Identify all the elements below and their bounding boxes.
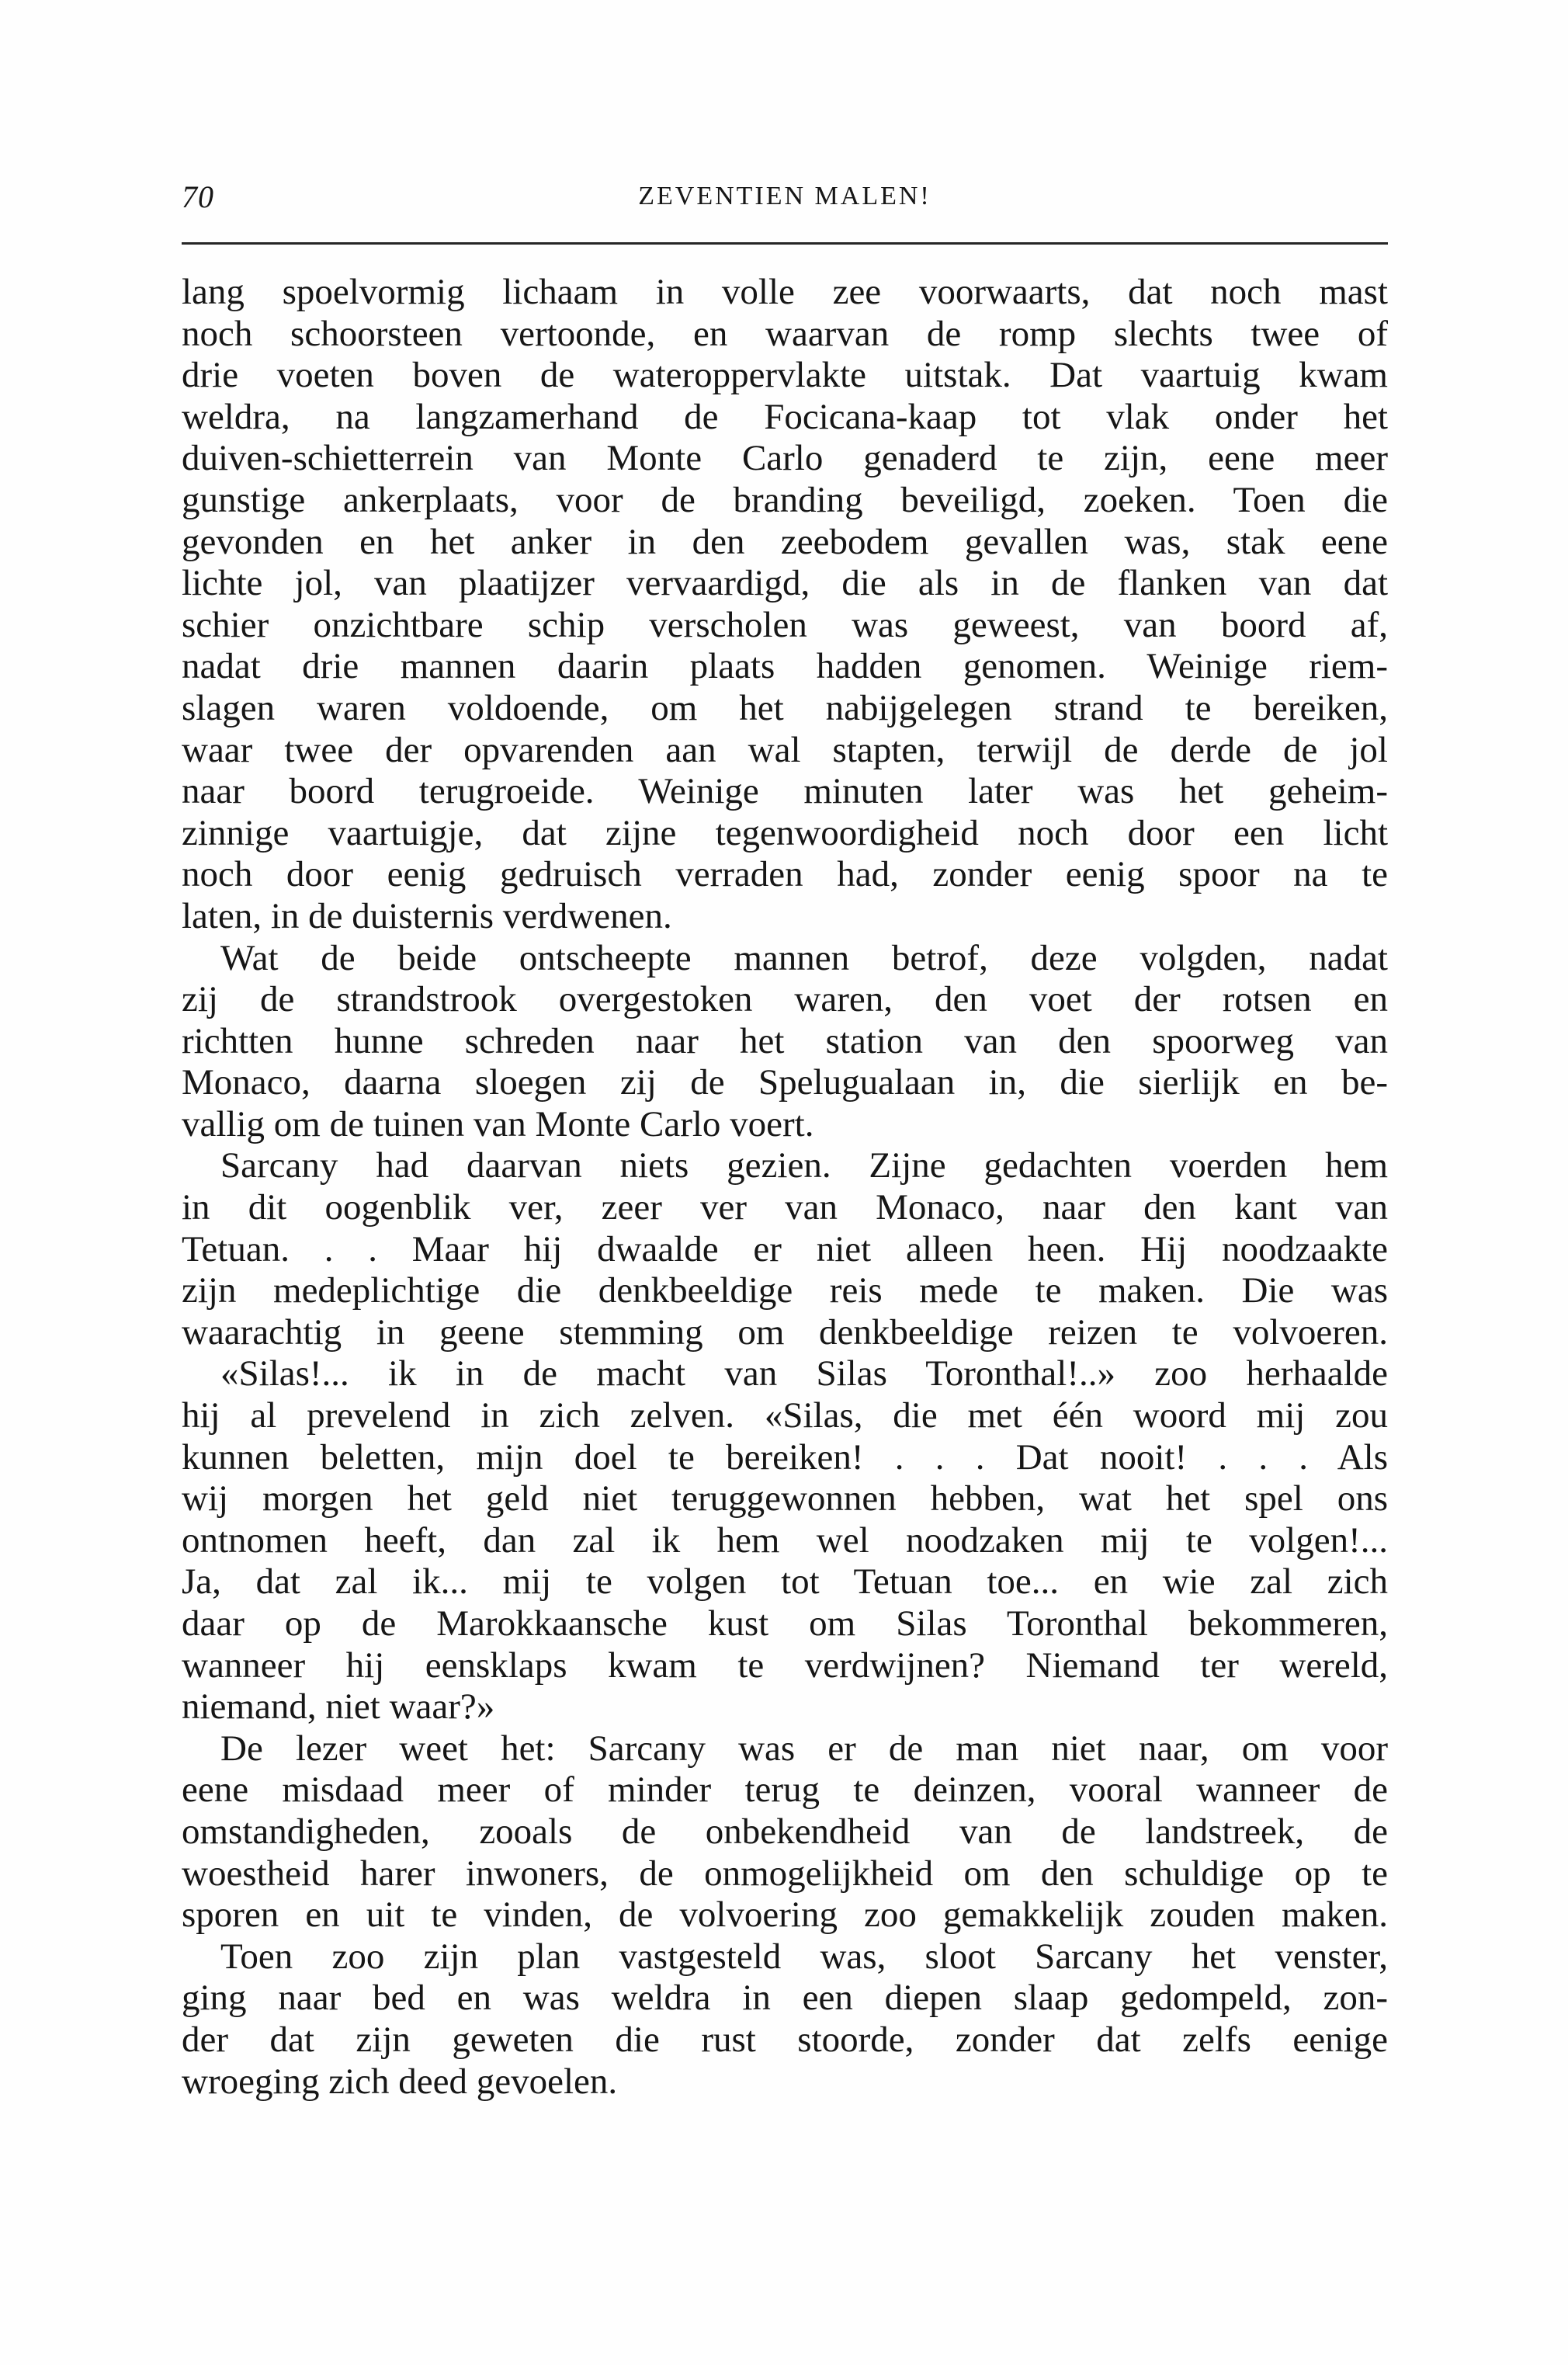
text-line: waar twee der opvarenden aan wal stapten, terwijl de derde de jol bbox=[182, 729, 1388, 770]
text-line: drie voeten boven de wateroppervlakte uitstak. Dat vaartuig kwam bbox=[182, 355, 1388, 396]
text-line: in dit oogenblik ver, zeer ver van Monaco, naar den kant van bbox=[182, 1187, 1388, 1228]
text-line: hij al prevelend in zich zelven. «Silas, die met één woord mij zou bbox=[182, 1395, 1388, 1436]
text-line: ontnomen heeft, dan zal ik hem wel noodzaken mij te volgen!... bbox=[182, 1519, 1388, 1561]
text-line: nadat drie mannen daarin plaats hadden genomen. Weinige riem- bbox=[182, 646, 1388, 687]
text-line: noch door eenig gedruisch verraden had, zonder eenig spoor na te bbox=[182, 854, 1388, 895]
text-line: «Silas!... ik in de macht van Silas Toronthal!..» zoo herhaalde bbox=[220, 1353, 1388, 1394]
text-line: schier onzichtbare schip verscholen was geweest, van boord af, bbox=[182, 604, 1388, 645]
text-line: lichte jol, van plaatijzer vervaardigd, die als in de flanken van dat bbox=[182, 563, 1388, 604]
text-line: gunstige ankerplaats, voor de branding beveiligd, zoeken. Toen die bbox=[182, 479, 1388, 520]
text-line: niemand, niet waar?» bbox=[182, 1686, 495, 1728]
text-line: Ja, dat zal ik... mij te volgen tot Tetuan toe... en wie zal zich bbox=[182, 1561, 1388, 1603]
body-text bbox=[182, 272, 1388, 2103]
text-line: vallig om de tuinen van Monte Carlo voert. bbox=[182, 1103, 814, 1144]
page-header bbox=[182, 175, 1388, 222]
text-line: noch schoorsteen vertoonde, en waarvan de romp slechts twee of bbox=[182, 313, 1388, 354]
page-number: 70 bbox=[182, 179, 214, 214]
text-line: der dat zijn geweten die rust stoorde, zonder dat zelfs eenige bbox=[182, 2019, 1388, 2060]
text-line: waarachtig in geene stemming om denkbeeldige reizen te volvoeren. bbox=[182, 1311, 1388, 1353]
text-line: naar boord terugroeide. Weinige minuten later was het geheim- bbox=[182, 771, 1388, 812]
text-line: Tetuan. . . Maar hij dwaalde er niet alleen heen. Hij noodzaakte bbox=[182, 1228, 1388, 1269]
header-rule bbox=[182, 242, 1388, 245]
text-line: omstandigheden, zooals de onbekendheid van de landstreek, de bbox=[182, 1811, 1388, 1852]
text-line: kunnen beletten, mijn doel te bereiken! . . . Dat nooit! . . . Als bbox=[182, 1436, 1388, 1478]
text-line: wroeging zich deed gevoelen. bbox=[182, 2061, 618, 2102]
text-line: duiven-schietterrein van Monte Carlo genaderd te zijn, eene meer bbox=[182, 438, 1388, 479]
text-line: gevonden en het anker in den zeebodem gevallen was, stak eene bbox=[182, 521, 1388, 562]
text-line: zij de strandstrook overgestoken waren, den voet der rotsen en bbox=[182, 979, 1388, 1020]
text-line: wij morgen het geld niet teruggewonnen hebben, wat het spel ons bbox=[182, 1478, 1388, 1519]
text-line: wanneer hij eensklaps kwam te verdwijnen? Niemand ter wereld, bbox=[182, 1644, 1388, 1686]
text-line: Toen zoo zijn plan vastgesteld was, sloot Sarcany het venster, bbox=[220, 1936, 1388, 1977]
text-line: sporen en uit te vinden, de volvoering zoo gemakkelijk zouden maken. bbox=[182, 1894, 1388, 1936]
text-line: slagen waren voldoende, om het nabijgelegen strand te bereiken, bbox=[182, 687, 1388, 728]
text-line: woestheid harer inwoners, de onmogelijkheid om den schuldige op te bbox=[182, 1853, 1388, 1894]
running-title: ZEVENTIEN MALEN! bbox=[638, 182, 931, 210]
text-line: richtten hunne schreden naar het station van den spoorweg van bbox=[182, 1020, 1388, 1061]
text-line: zinnige vaartuigje, dat zijne tegenwoordigheid noch door een licht bbox=[182, 812, 1388, 853]
text-line: Wat de beide ontscheepte mannen betrof, deze volgden, nadat bbox=[220, 937, 1388, 978]
text-line: ging naar bed en was weldra in een diepen slaap gedompeld, zon- bbox=[182, 1978, 1388, 2019]
text-line: De lezer weet het: Sarcany was er de man niet naar, om voor bbox=[220, 1728, 1388, 1769]
text-line: zijn medeplichtige die denkbeeldige reis mede te maken. Die was bbox=[182, 1270, 1388, 1311]
text-line: lang spoelvormig lichaam in volle zee voorwaarts, dat noch mast bbox=[182, 272, 1388, 312]
text-line: weldra, na langzamerhand de Focicana-kaap tot vlak onder het bbox=[182, 396, 1388, 437]
text-line: Sarcany had daarvan niets gezien. Zijne gedachten voerden hem bbox=[220, 1145, 1388, 1186]
text-line: daar op de Marokkaansche kust om Silas Toronthal bekommeren, bbox=[182, 1603, 1388, 1644]
text-line: eene misdaad meer of minder terug te deinzen, vooral wanneer de bbox=[182, 1769, 1388, 1811]
text-line: laten, in de duisternis verdwenen. bbox=[182, 895, 672, 936]
text-line: Monaco, daarna sloegen zij de Spelugualaan in, die sierlijk en be- bbox=[182, 1062, 1388, 1103]
